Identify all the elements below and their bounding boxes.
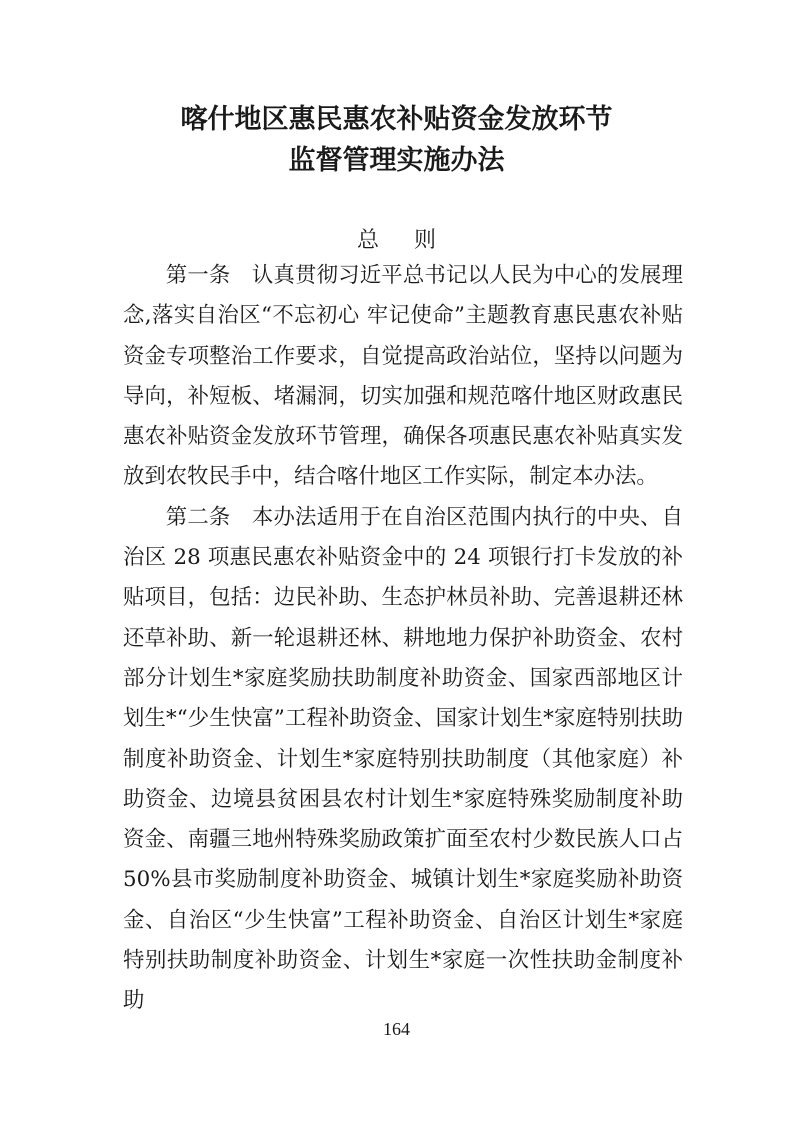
document-title-line-1: 喀什地区惠民惠农补贴资金发放环节 — [180, 104, 613, 135]
article-text: 本办法适用于在自治区范围内执行的中央、自治区 28 项惠民惠农补贴资金中的 24 项银行打卡发放的补贴项目，包括：边民补助、生态护林员补助、完善退耕还林还草补助、新一轮退耕还林、耕地地力保护补助资金、农村部分计划生*家庭奖励扶助制度补助资金、国家西部地区计划生*“少生快富”工程补助资金、国家计划生*家庭特别扶助制度补助资金、计划生*家庭特别扶助制度（其他家庭）补助资金、边境县贫困县农村计划生*家庭特殊奖励制度补助资金、南疆三地州特殊奖励政策扩面至农村少数民族人口占 50%县市奖励制度补助资金、城镇计划生*家庭奖励补助资金、自治区“少生快富”工程补助资金、自治区计划生*家庭特别扶助制度补助资金、计划生*家庭一次性扶助金制度补助 — [123, 504, 683, 1014]
article-text: 认真贯彻习近平总书记以人民为中心的发展理念,落实自治区“不忘初心 牢记使命”主题教育惠民惠农补贴资金专项整治工作要求，自觉提高政治站位，坚持以问题为导向，补短板、堵漏洞，切实加强和规范喀什地区财政惠民惠农补贴资金发放环节管理，确保各项惠民惠农补贴真实发放到农牧民手中，结合喀什地区工作实际，制定本办法。 — [123, 263, 683, 490]
article-paragraph — [123, 256, 683, 498]
section-heading: 总 则 — [357, 228, 450, 253]
article-number: 第一条 — [165, 263, 231, 288]
document-body — [123, 256, 683, 1022]
document-title-line-2: 监督管理实施办法 — [288, 145, 505, 176]
page-number: 164 — [383, 1019, 410, 1039]
article-paragraph — [123, 498, 683, 1022]
article-number: 第二条 — [165, 504, 231, 530]
